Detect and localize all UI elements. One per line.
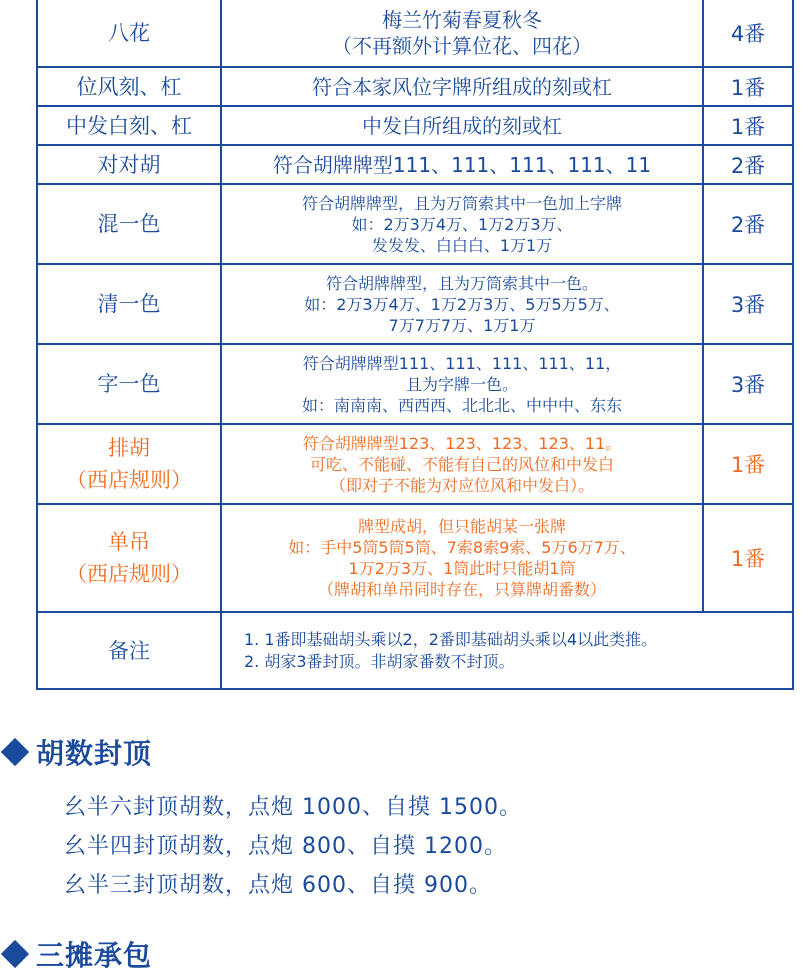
fan-value-cell bbox=[703, 106, 793, 145]
fan-name-cell bbox=[37, 264, 221, 344]
fan-description-cell bbox=[221, 344, 703, 424]
fan-description-cell bbox=[221, 504, 703, 612]
fan-name: （西店规则） bbox=[66, 468, 192, 492]
description-line: 如：2万3万4万、1万2万3万、5万5万5万、 bbox=[304, 294, 620, 314]
fan-value: 1番 bbox=[730, 75, 766, 100]
fan-value: 1番 bbox=[730, 114, 766, 139]
note-line: 1. 1番即基础胡头乘以2，2番即基础胡头乘以4以此类推。 bbox=[244, 629, 658, 649]
fan-name-cell bbox=[37, 504, 221, 612]
note-label: 备注 bbox=[108, 638, 150, 663]
description-line: 符合本家风位字牌所组成的刻或杠 bbox=[312, 74, 612, 99]
cap-line: 幺半六封顶胡数，点炮 1000、自摸 1500。 bbox=[64, 795, 522, 820]
cap-line: 幺半四封顶胡数，点炮 800、自摸 1200。 bbox=[64, 834, 507, 859]
description-line: 符合胡牌牌型，且为万筒索其中一色。 bbox=[325, 273, 598, 293]
fan-name: 单吊 bbox=[108, 530, 150, 554]
description-line: 发发发、白白白、1万1万 bbox=[371, 235, 553, 255]
table-row bbox=[37, 0, 793, 67]
table-row bbox=[37, 184, 793, 264]
description-line: 如：2万3万4万、1万2万3万、 bbox=[351, 214, 573, 234]
fan-value: 2番 bbox=[730, 213, 766, 237]
fan-value-cell bbox=[703, 0, 793, 67]
table-row bbox=[37, 106, 793, 145]
fan-value: 1番 bbox=[730, 453, 766, 477]
diamond-bullet-icon bbox=[1, 940, 29, 968]
fan-description-cell bbox=[221, 106, 703, 145]
fan-value: 3番 bbox=[730, 373, 766, 397]
fan-name-cell bbox=[37, 424, 221, 504]
description-line: （不再额外计算位花、四花） bbox=[332, 34, 592, 58]
description-line: 如：南南南、西西西、北北北、中中中、东东 bbox=[301, 395, 622, 415]
note-label-cell bbox=[37, 612, 221, 689]
fan-name: 对对胡 bbox=[97, 152, 161, 177]
fan-value-cell bbox=[703, 184, 793, 264]
description-line: 1万2万3万、1筒此时只能胡1筒 bbox=[348, 559, 576, 578]
fan-name-cell bbox=[37, 0, 221, 67]
fan-name: 排胡 bbox=[108, 436, 150, 460]
fan-value: 1番 bbox=[730, 547, 766, 571]
fan-name-cell bbox=[37, 67, 221, 106]
note-row bbox=[37, 612, 793, 689]
fan-name: 位风刻、杠 bbox=[76, 74, 182, 99]
section-title: 胡数封顶 bbox=[36, 737, 153, 770]
section-header-cap bbox=[0, 732, 152, 772]
fan-name-cell bbox=[37, 344, 221, 424]
fan-name: 混一色 bbox=[97, 212, 161, 236]
table-row bbox=[37, 145, 793, 184]
fan-description-cell bbox=[221, 184, 703, 264]
table-row bbox=[37, 67, 793, 106]
fan-name: （西店规则） bbox=[66, 562, 192, 586]
table-row bbox=[37, 504, 793, 612]
description-line: 符合胡牌牌型，且为万筒索其中一色加上字牌 bbox=[301, 193, 622, 213]
note-content-cell bbox=[221, 612, 793, 689]
description-line: 牌型成胡，但只能胡某一张牌 bbox=[357, 517, 566, 536]
fan-name: 八花 bbox=[108, 21, 150, 45]
fan-value-cell bbox=[703, 344, 793, 424]
fan-name-cell bbox=[37, 184, 221, 264]
fan-value: 3番 bbox=[730, 293, 766, 317]
description-line: 可吃、不能碰、不能有自己的风位和中发白 bbox=[309, 454, 614, 474]
table-row bbox=[37, 344, 793, 424]
fan-name: 清一色 bbox=[97, 292, 161, 316]
fan-name-cell bbox=[37, 106, 221, 145]
fan-name: 中发白刻、杠 bbox=[66, 113, 192, 138]
fan-value: 2番 bbox=[730, 153, 766, 178]
description-line: 且为字牌一色。 bbox=[405, 374, 518, 394]
fan-value-cell bbox=[703, 504, 793, 612]
note-line: 2. 胡家3番封顶。非胡家番数不封顶。 bbox=[244, 651, 515, 671]
fan-value-cell bbox=[703, 424, 793, 504]
fan-name-cell bbox=[37, 145, 221, 184]
description-line: 如：手中5筒5筒5筒、7索8索9索、5万6万7万、 bbox=[288, 538, 636, 557]
table-row bbox=[37, 264, 793, 344]
fan-name: 字一色 bbox=[97, 372, 161, 396]
description-line: 梅兰竹菊春夏秋冬 bbox=[382, 8, 542, 32]
fan-description-cell bbox=[221, 264, 703, 344]
section-title: 三摊承包 bbox=[36, 939, 153, 972]
diamond-bullet-icon bbox=[1, 738, 29, 766]
fan-value: 4番 bbox=[730, 22, 766, 46]
fan-value-cell bbox=[703, 264, 793, 344]
fan-description-cell bbox=[221, 0, 703, 67]
fan-value-cell bbox=[703, 145, 793, 184]
fan-description-cell bbox=[221, 424, 703, 504]
description-line: 中发白所组成的刻或杠 bbox=[362, 113, 562, 138]
fan-value-cell bbox=[703, 67, 793, 106]
description-line: （即对子不能为对应位风和中发白）。 bbox=[329, 475, 594, 495]
table-row bbox=[37, 424, 793, 504]
fan-description-cell bbox=[221, 67, 703, 106]
section-header-contract bbox=[0, 934, 152, 974]
description-line: （牌胡和单吊同时存在，只算牌胡番数） bbox=[317, 580, 606, 599]
fan-rules-table bbox=[36, 0, 794, 690]
fan-description-cell bbox=[221, 145, 703, 184]
description-line: 7万7万7万、1万1万 bbox=[388, 315, 536, 335]
cap-line: 幺半三封顶胡数，点炮 600、自摸 900。 bbox=[64, 873, 492, 898]
description-line: 符合胡牌牌型111、111、111、111、11 bbox=[272, 152, 652, 177]
description-line: 符合胡牌牌型111、111、111、111、11， bbox=[302, 353, 622, 373]
description-line: 符合胡牌牌型123、123、123、123、11。 bbox=[302, 433, 622, 453]
